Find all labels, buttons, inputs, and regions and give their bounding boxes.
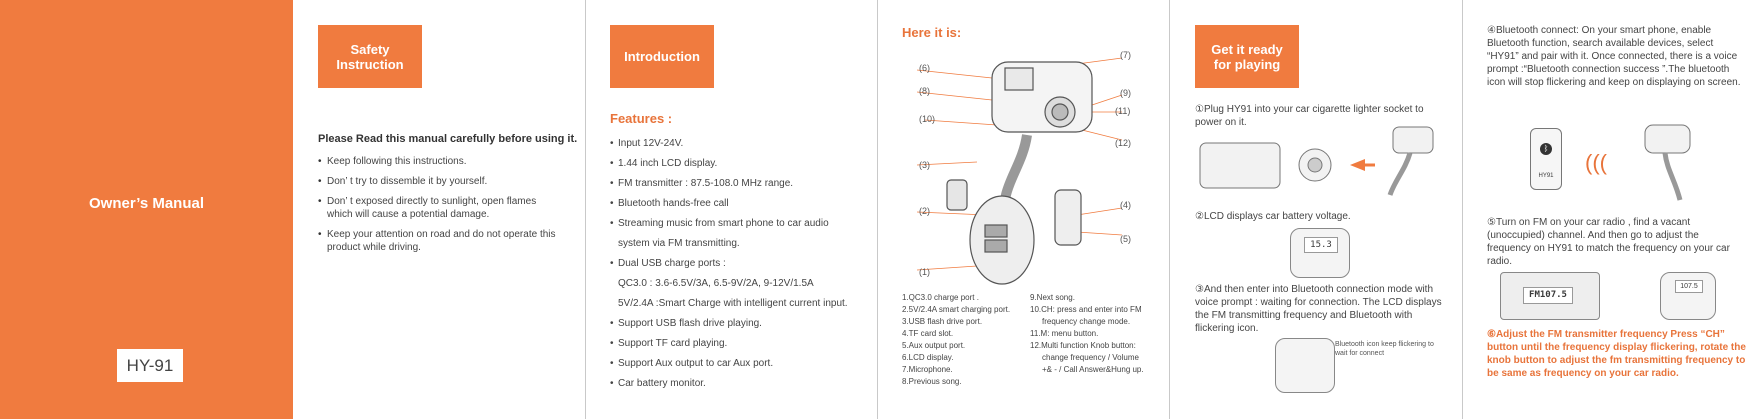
callout: (2) (919, 206, 930, 216)
callout: (8) (919, 86, 930, 96)
list-item: • Car battery monitor. (610, 377, 870, 390)
legend-item: +& - / Call Answer&Hung up. (1042, 365, 1144, 374)
legend-left (902, 292, 1010, 388)
legend-item: 10.CH: press and enter into FM (1030, 305, 1142, 314)
legend-item: 3.USB flash drive port. (902, 317, 983, 326)
legend-item: 11.M: menu button. (1030, 329, 1099, 338)
safety-list (318, 155, 563, 261)
model-badge: HY-91 (117, 349, 183, 382)
device-front-fm (1660, 272, 1716, 320)
list-item: • FM transmitter : 87.5-108.0 MHz range. (610, 177, 870, 190)
callout: (5) (1120, 234, 1131, 244)
getready-heading: Get it ready for playing (1195, 25, 1299, 88)
bluetooth-icon: ᛒ (1540, 143, 1552, 155)
device-illustration (1635, 120, 1705, 205)
legend-item: 4.TF card slot. (902, 329, 954, 338)
legend-item: change frequency / Volume (1042, 353, 1139, 362)
radio-display: FM107.5 (1523, 287, 1573, 304)
list-item: system via FM transmitting. (618, 238, 740, 249)
legend-item: 8.Previous song. (902, 377, 962, 386)
list-item: • Support TF card playing. (610, 337, 870, 350)
list-item: • Bluetooth hands-free call (610, 197, 870, 210)
phone-icon (1530, 128, 1562, 190)
panel-divider (877, 0, 878, 419)
diagram-heading: Here it is: (902, 25, 962, 40)
legend-item: 5.Aux output port. (902, 341, 966, 350)
step-4: ④Bluetooth connect: On your smart phone, enable Bluetooth function, search available devices, select “HY91” and pair with it. Once connected, there is a voice prompt :“Bluetooth connection success ”.The bluetooth icon will stop flickering and keep on displaying on screen. (1487, 25, 1741, 88)
callout: (10) (919, 114, 936, 124)
callout: (4) (1120, 200, 1131, 210)
step-1: ①Plug HY91 into your car cigarette lighter socket to power on it. (1195, 104, 1424, 128)
callout: (6) (919, 63, 930, 73)
safety-heading: Safety Instruction (318, 25, 422, 88)
list-item: • Support Aux output to car Aux port. (610, 357, 870, 370)
voltage-display: 15.3 (1304, 237, 1338, 253)
device-front-bt (1275, 338, 1335, 393)
cover-title: Owner’s Manual (88, 195, 205, 212)
car-socket-illustration (1195, 125, 1455, 205)
list-item: • Streaming music from smart phone to car audio (610, 217, 870, 230)
list-item: • Don’ t exposed directly to sunlight, open flames which will cause a potential damage. (318, 195, 563, 221)
legend-item: 12.Multi function Knob button: (1030, 341, 1136, 350)
callout: (7) (1120, 50, 1131, 60)
safety-intro: Please Read this manual carefully before using it. (318, 133, 578, 145)
step-6: ⑥Adjust the FM transmitter frequency Press “CH” button until the frequency display flickering, rotate the knob button to adjust the fm transmitting frequency to be same as frequency on your car radio. (1487, 329, 1746, 379)
step-3: ③And then enter into Bluetooth connection mode with voice prompt : waiting for connection. The LCD displays the FM transmitting frequency and Bluetooth with flickering icon. (1195, 284, 1442, 334)
callout: (11) (1115, 106, 1131, 116)
intro-heading: Introduction (610, 25, 714, 88)
list-item: • Support USB flash drive playing. (610, 317, 870, 330)
legend-item: 6.LCD display. (902, 353, 954, 362)
phone-label: HY91 (1538, 173, 1554, 179)
list-item: • Keep following this instructions. (318, 155, 563, 168)
legend-right (1030, 292, 1144, 376)
device-freq-display: 107.5 (1675, 280, 1703, 293)
step-5: ⑤Turn on FM on your car radio , find a vacant (unoccupied) channel. And then go to adjust the frequency on HY91 to match the frequency on your car radio. (1487, 217, 1730, 267)
list-item: • Don’ t try to dissemble it by yourself. (318, 175, 563, 188)
device-front (1290, 228, 1350, 278)
callout: (12) (1115, 138, 1132, 148)
list-item: • Keep your attention on road and do not operate this product while driving. (318, 228, 563, 254)
legend-item: 9.Next song. (1030, 293, 1075, 302)
list-item: 5V/2.4A :Smart Charge with intelligent current input. (618, 298, 848, 309)
car-radio (1500, 272, 1600, 320)
cover-panel (0, 0, 293, 419)
wireless-icon: ((( (1585, 150, 1607, 175)
panel-divider (585, 0, 586, 419)
callout: (3) (919, 160, 930, 170)
panel-divider (1462, 0, 1463, 419)
legend-item: 1.QC3.0 charge port . (902, 293, 979, 302)
features-title: Features : (610, 111, 673, 126)
bt-note: Bluetooth icon keep flickering to wait for connect (1335, 341, 1434, 357)
legend-item: 7.Microphone. (902, 365, 953, 374)
features-list (610, 137, 870, 397)
legend-item: 2.5V/2.4A smart charging port. (902, 305, 1011, 314)
list-item: • Input 12V-24V. (610, 137, 870, 150)
legend-item: frequency change mode. (1042, 317, 1131, 326)
list-item: QC3.0 : 3.6-6.5V/3A, 6.5-9V/2A, 9-12V/1.5A (618, 278, 814, 289)
callout: (1) (919, 267, 930, 277)
list-item: • Dual USB charge ports : (610, 257, 870, 270)
step-2: ②LCD displays car battery voltage. (1195, 211, 1351, 222)
list-item: • 1.44 inch LCD display. (610, 157, 870, 170)
panel-divider (1169, 0, 1170, 419)
callout: (9) (1120, 88, 1131, 98)
